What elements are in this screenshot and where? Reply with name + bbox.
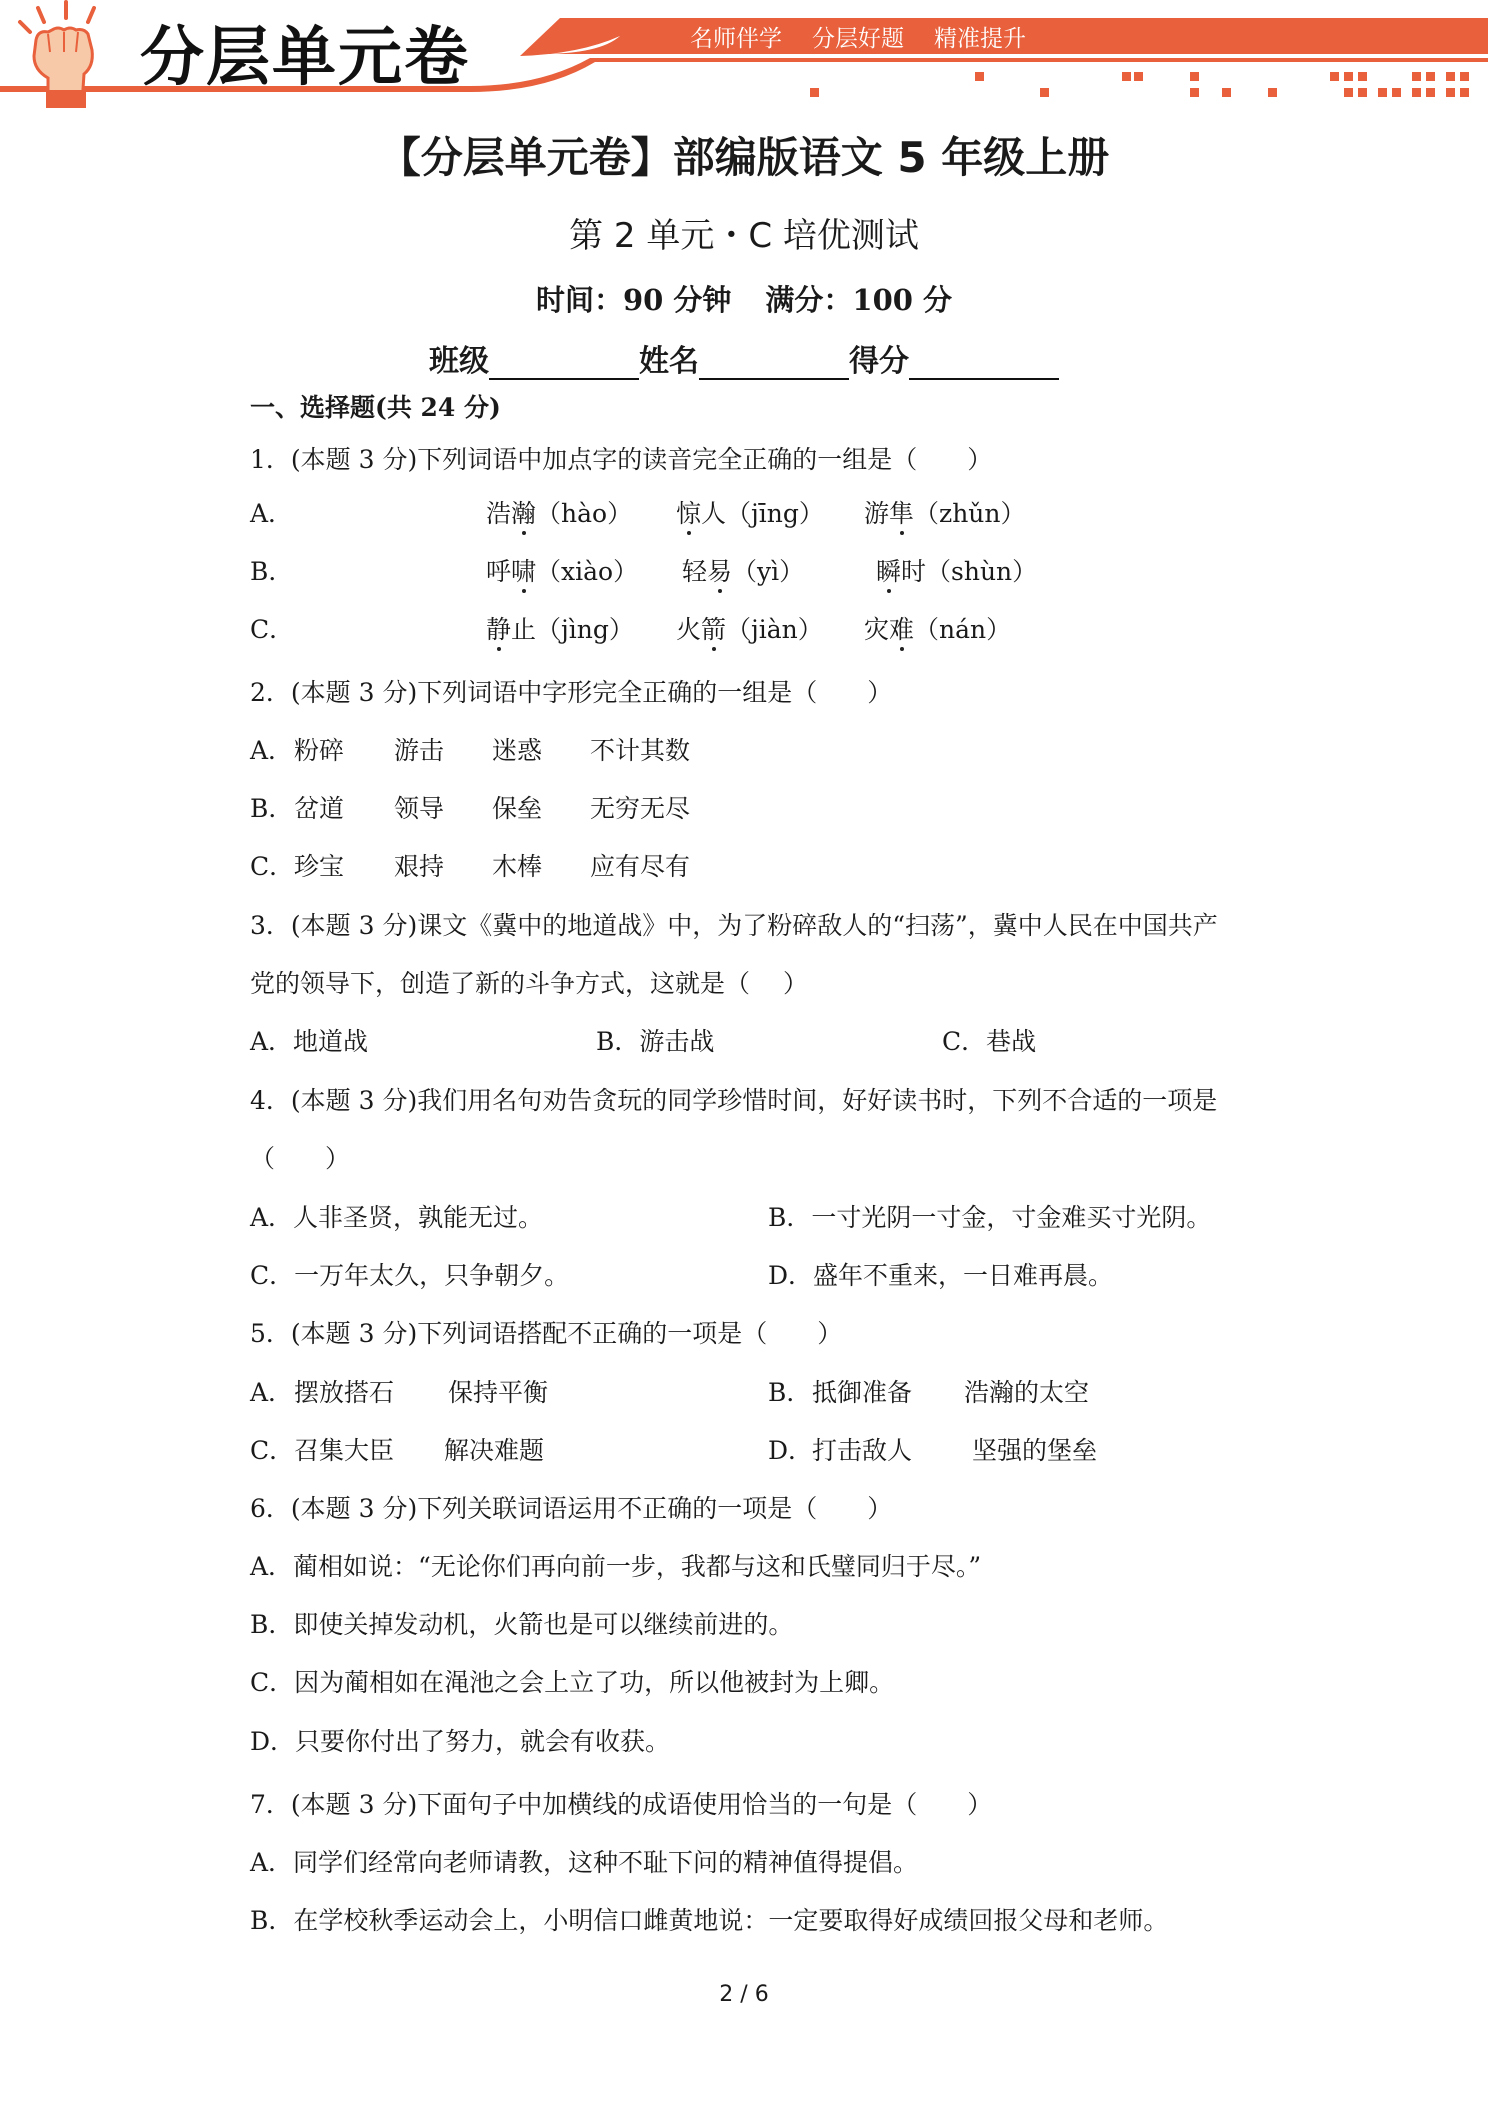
option-word: 迷惑 [492,736,543,765]
option-word: 浩瀚（hào） [486,499,633,528]
question-5-option-c [250,1431,650,1467]
logo-title: 分层单元卷 [140,21,470,95]
option-word: 灾难（nán） [864,615,1012,644]
option-word: 游隼（zhǔn） [864,499,1026,528]
exam-time: 时间：90 分钟 [535,283,732,317]
score-label: 得分 [849,344,909,379]
option-word: 打击敌人 [812,1436,913,1465]
question-4-option-c: C．一万年太久，只争朝夕。 [250,1261,570,1290]
page-header [0,0,1488,110]
option-label: A． [250,1378,294,1407]
name-label: 姓名 [639,344,699,379]
question-4-option-b: B．一寸光阴一寸金，寸金难买寸光阴。 [768,1203,1212,1232]
option-label: B． [250,557,294,586]
question-1-option-c [250,610,1250,646]
question-6-option-d: D．只要你付出了努力，就会有收获。 [250,1727,671,1756]
option-word: 坚强的堡垒 [972,1436,1098,1465]
question-3-option-b: B．游击战 [596,1027,715,1056]
question-4-stem-line2: （ ） [250,1144,351,1173]
option-label: C． [250,1436,295,1465]
option-word: 瞬时（shùn） [876,557,1038,586]
question-3-stem-line1: 3．(本题 3 分)课文《冀中的地道战》中，为了粉碎敌人的“扫荡”，冀中人民在中国共产 [250,911,1218,940]
student-fields [0,336,1488,380]
question-6-stem: 6．(本题 3 分)下列关联词语运用不正确的一项是（ ） [250,1494,893,1523]
option-word: 轻易（yì） [682,557,805,586]
option-word: 艰持 [394,852,445,881]
option-word: 岔道 [294,794,345,823]
option-word: 呼啸（xiào） [486,557,639,586]
question-3-option-c: C．巷战 [942,1027,1037,1056]
question-4-stem-line1: 4．(本题 3 分)我们用名句劝告贪玩的同学珍惜时间，好好读书时，下列不合适的一项是 [250,1086,1218,1115]
question-4-option-a: A．人非圣贤，孰能无过。 [250,1203,544,1232]
option-word: 不计其数 [590,736,691,765]
page-number: 2 / 6 [719,1982,769,2007]
question-2-option-c [250,847,850,883]
option-word: 无穷无尽 [590,794,691,823]
question-5-option-b [768,1373,1168,1409]
exam-full-score: 满分：100 分 [765,283,953,317]
option-text: A．蔺相如说：“无论你们再向前一步，我都与这和氏璧同归于尽。” [250,1552,982,1581]
question-1-stem: 1．(本题 3 分)下列词语中加点字的读音完全正确的一组是（ ） [250,445,993,474]
option-word: 游击 [394,736,445,765]
option-label: C． [250,615,295,644]
question-2-stem: 2．(本题 3 分)下列词语中字形完全正确的一组是（ ） [250,678,893,707]
question-5-option-a [250,1373,650,1409]
question-3-stem-line2: 党的领导下，创造了新的斗争方式，这就是（ ） [250,969,808,998]
question-1-option-a [250,494,1250,530]
name-blank [699,348,849,380]
option-label: A． [250,736,294,765]
option-word: 珍宝 [294,852,345,881]
option-word: 抵御准备 [812,1378,913,1407]
question-7-option-a: A．同学们经常向老师请教，这种不耻下问的精神值得提倡。 [250,1848,919,1877]
option-word: 解决难题 [444,1436,545,1465]
question-2-option-b [250,789,850,825]
question-6-option-b: B．即使关掉发动机，火箭也是可以继续前进的。 [250,1610,794,1639]
option-label: D． [768,1436,814,1465]
option-word: 应有尽有 [590,852,691,881]
question-2-option-a [250,731,850,767]
option-word: 惊人（jīng） [676,499,824,528]
question-1-option-b [250,552,1250,588]
option-word: 浩瀚的太空 [964,1378,1090,1407]
question-7-option-b: B．在学校秋季运动会上，小明信口雌黄地说：一定要取得好成绩回报父母和老师。 [250,1906,1169,1935]
option-label: C． [250,852,295,881]
option-word: 保持平衡 [448,1378,549,1407]
header-slogans [690,20,1026,56]
option-word: 火箭（jiàn） [676,615,823,644]
option-word: 摆放搭石 [294,1378,395,1407]
class-label: 班级 [429,344,489,379]
question-5-stem: 5．(本题 3 分)下列词语搭配不正确的一项是（ ） [250,1319,843,1348]
page-subtitle: 第 2 单元・C 培优测试 [569,216,919,256]
exam-info [0,278,1488,319]
question-5-option-d [768,1431,1168,1467]
page-title: 【分层单元卷】部编版语文 5 年级上册 [378,133,1110,182]
option-word: 召集大臣 [294,1436,395,1465]
option-word: 静止（jìng） [486,615,634,644]
score-blank [909,348,1059,380]
option-word: 领导 [394,794,445,823]
slogan-1: 名师伴学 [690,26,782,52]
option-label: B． [768,1378,812,1407]
question-4-option-d: D．盛年不重来，一日难再晨。 [768,1261,1114,1290]
question-3-option-a: A．地道战 [250,1027,369,1056]
class-blank [489,348,639,380]
question-7-stem: 7．(本题 3 分)下面句子中加横线的成语使用恰当的一句是（ ） [250,1790,993,1819]
fist-logo-icon [8,0,126,112]
section-heading: 一、选择题(共 24 分) [250,393,501,422]
option-word: 保垒 [492,794,543,823]
option-word: 木棒 [492,852,543,881]
slogan-3: 精准提升 [934,26,1026,52]
option-word: 粉碎 [294,736,345,765]
question-6-option-a [250,1547,981,1583]
option-label: B． [250,794,294,823]
question-6-option-c: C．因为蔺相如在渑池之会上立了功，所以他被封为上卿。 [250,1668,895,1697]
slogan-2: 分层好题 [812,26,904,52]
option-label: A． [250,499,294,528]
